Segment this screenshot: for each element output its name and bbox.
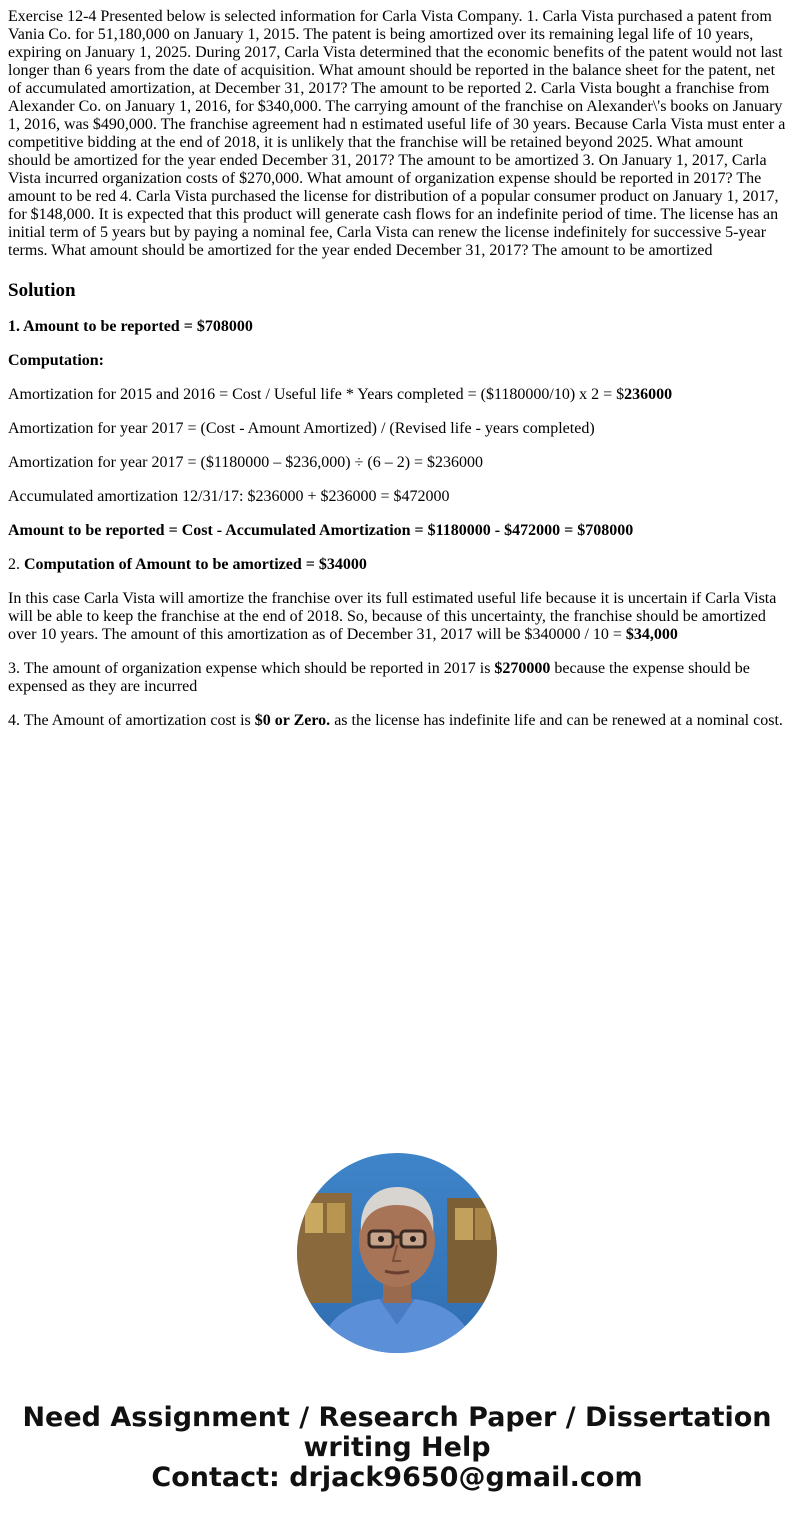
amortization-2017-formula: Amortization for year 2017 = (Cost - Amount Amortized) / (Revised life - years completed): [8, 420, 595, 437]
answer-4-suffix: as the license has indefinite life and can be renewed at a nominal cost.: [330, 712, 783, 729]
answer-3-suffix: because the expense should be expensed as they are incurred: [8, 660, 750, 695]
solution-heading: Solution: [8, 280, 76, 301]
answer-4-prefix: 4. The Amount of amortization cost is: [8, 712, 255, 729]
amortization-2017-calculation: Amortization for year 2017 = ($1180000 – $236,000) ÷ (6 – 2) = $236000: [8, 454, 484, 471]
author-avatar: [297, 1153, 497, 1353]
answer-2-number: 2.: [8, 556, 24, 573]
answer-4: [8, 712, 786, 730]
question-text: Exercise 12-4 Presented below is selected information for Carla Vista Company. 1. Carla Vista purchased a patent from Vania Co. for 51,180,000 on January 1, 2015. The patent is being amortized over its remaining legal life of 10 years, expiring on January 1, 2025. During 2017, Carla Vista determined that the economic benefits of the patent would not last longer than 6 years from the date of acquisition. What amount should be reported in the balance sheet for the patent, net of accumulated amortization, at December 31, 2017? The amount to be reported 2. Carla Vista bought a franchise from Alexander Co. on January 1, 2016, for $340,000. The carrying amount of the franchise on Alexander\'s books on January 1, 2016, was $490,000. The franchise agreement had n estimated useful life of 30 years. Because Carla Vista must enter a competitive bidding at the end of 2018, it is unlikely that the franchise will be retained beyond 2025. What amount should be amortized for the year ended December 31, 2017? The amount to be amortized 3. On January 1, 2017, Carla Vista incurred organization costs of $270,000. What amount of organization expense should be reported in 2017? The amount to be red 4. Carla Vista purchased the license for distribution of a popular consumer product on January 1, 2017, for $148,000. It is expected that this product will generate cash flows for an indefinite period of time. The license has an initial term of 5 years but by paying a nominal fee, Carla Vista can renew the license indefinitely for successive 5-year terms. What amount should be amortized for the year ended December 31, 2017? The amount to be amortized: [8, 8, 786, 259]
amortization-2015-2016-text: Amortization for 2015 and 2016 = Cost / Useful life * Years completed = ($1180000/10) x 2 = $: [8, 386, 625, 403]
answer-2-text: Computation of Amount to be amortized = $34000: [24, 556, 367, 573]
answer-2-explanation: [8, 590, 786, 644]
answer-1: 1. Amount to be reported = $708000: [8, 318, 253, 335]
document-content: [8, 8, 786, 730]
answer-2: [8, 556, 786, 574]
answer-3: [8, 660, 786, 696]
answer-2-value: $34,000: [625, 626, 678, 643]
footer-line-1: Need Assignment / Research Paper / Dissertation: [22, 1402, 772, 1433]
answer-2-explanation-text: In this case Carla Vista will amortize the franchise over its full estimated useful life because it is uncertain if Carla Vista will be able to keep the franchise at the end of 2018. So, because of this uncertainty, the franchise should be amortized over 10 years. The amount of this amortization as of December 31, 2017 will be $340000 / 10 =: [8, 590, 777, 643]
answer-3-value: $270000: [494, 660, 551, 677]
answer-3-prefix: 3. The amount of organization expense which should be reported in 2017 is: [8, 660, 495, 677]
amortization-2015-2016-value: 236000: [624, 386, 673, 403]
footer-contact-line: Contact: drjack9650@gmail.com: [151, 1462, 643, 1493]
accumulated-amortization: Accumulated amortization 12/31/17: $236000 + $236000 = $472000: [8, 488, 450, 505]
computation-label: Computation:: [8, 352, 105, 369]
contact-footer: [0, 1403, 794, 1493]
footer-line-2: writing Help: [303, 1432, 491, 1463]
amount-reported-line: Amount to be reported = Cost - Accumulated Amortization = $1180000 - $472000 = $708000: [8, 522, 634, 539]
amortization-2015-2016: [8, 386, 786, 404]
avatar-portrait-icon: [297, 1153, 497, 1353]
answer-4-value: $0 or Zero.: [254, 712, 331, 729]
